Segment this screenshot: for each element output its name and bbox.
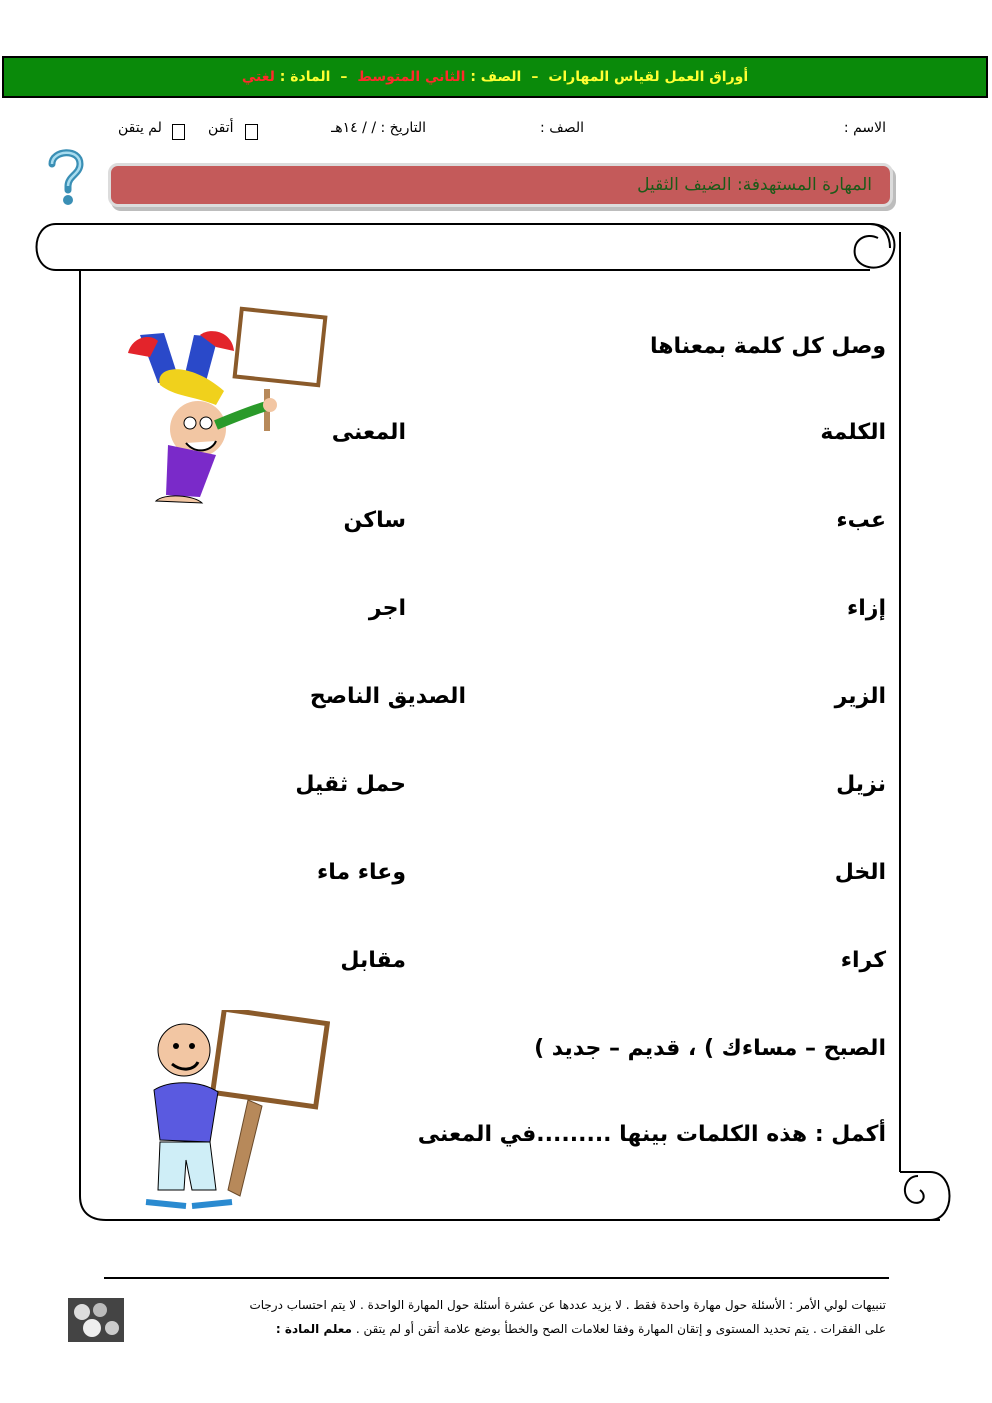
word-item: كراء xyxy=(840,948,886,973)
exercise-instruction: وصل كل كلمة بمعناها xyxy=(649,334,886,359)
class-label: الصف : xyxy=(540,120,584,136)
footer-note-line2 xyxy=(276,1322,886,1336)
banner-separator: – xyxy=(340,69,348,85)
word-item: نزيل xyxy=(836,772,886,797)
banner-subject-value: لغتي xyxy=(241,69,275,85)
footer-note-text: على الفقرات . يتم تحديد المستوى و إتقان المهارة وفقا لعلامات الصح والخطأ بوضع علامة أتقن أو لم يتقن . xyxy=(355,1322,886,1336)
meaning-item: حمل ثقيل xyxy=(295,772,406,797)
banner-title: أوراق العمل لقياس المهارات xyxy=(548,69,749,85)
complete-sentence-line: أكمل : هذه الكلمات بينها .........في المعنى xyxy=(417,1122,886,1147)
banner-subject-label: المادة : xyxy=(279,69,331,85)
date-label: التاريخ : / / ١٤هـ xyxy=(331,120,426,136)
banner-class-value: الثاني المتوسط xyxy=(357,69,466,85)
jester-holding-sign-image xyxy=(120,305,330,515)
word-item: الخل xyxy=(834,860,886,885)
mastered-label: أتقن xyxy=(208,120,234,136)
banner-class-label: الصف : xyxy=(470,69,522,85)
meaning-column-header: المعنى xyxy=(331,420,406,445)
faces-logo-icon xyxy=(68,1298,124,1342)
banner-separator: – xyxy=(531,69,539,85)
boy-holding-sign-image xyxy=(140,1010,330,1215)
meaning-item: مقابل xyxy=(340,948,406,973)
footer-divider xyxy=(104,1277,889,1279)
meaning-item: اجر xyxy=(368,596,406,621)
meaning-item: ساكن xyxy=(343,508,406,533)
meaning-item: وعاء ماء xyxy=(317,860,406,885)
word-column-header: الكلمة xyxy=(820,420,886,445)
name-label: الاسم : xyxy=(843,120,886,136)
teacher-label: معلم المادة : xyxy=(275,1322,352,1336)
meaning-item: الصديق الناصح xyxy=(309,684,466,709)
not-mastered-label: لم يتقن xyxy=(118,120,162,136)
footer-note-line1: تنبيهات لولي الأمر : الأسئلة حول مهارة واحدة فقط . لا يزيد عددها عن عشرة أسئلة حول المهارة الواحدة . لا يتم احتساب درجات xyxy=(249,1298,886,1312)
word-item: الزير xyxy=(834,684,886,709)
word-item: عبء xyxy=(836,508,886,533)
word-pairs-line: الصبح – مساءك ) ، قديم – جديد ) xyxy=(534,1036,886,1061)
target-skill-label: المهارة المستهدفة: الضيف الثقيل xyxy=(637,175,872,195)
word-item: إزاء xyxy=(847,596,886,621)
